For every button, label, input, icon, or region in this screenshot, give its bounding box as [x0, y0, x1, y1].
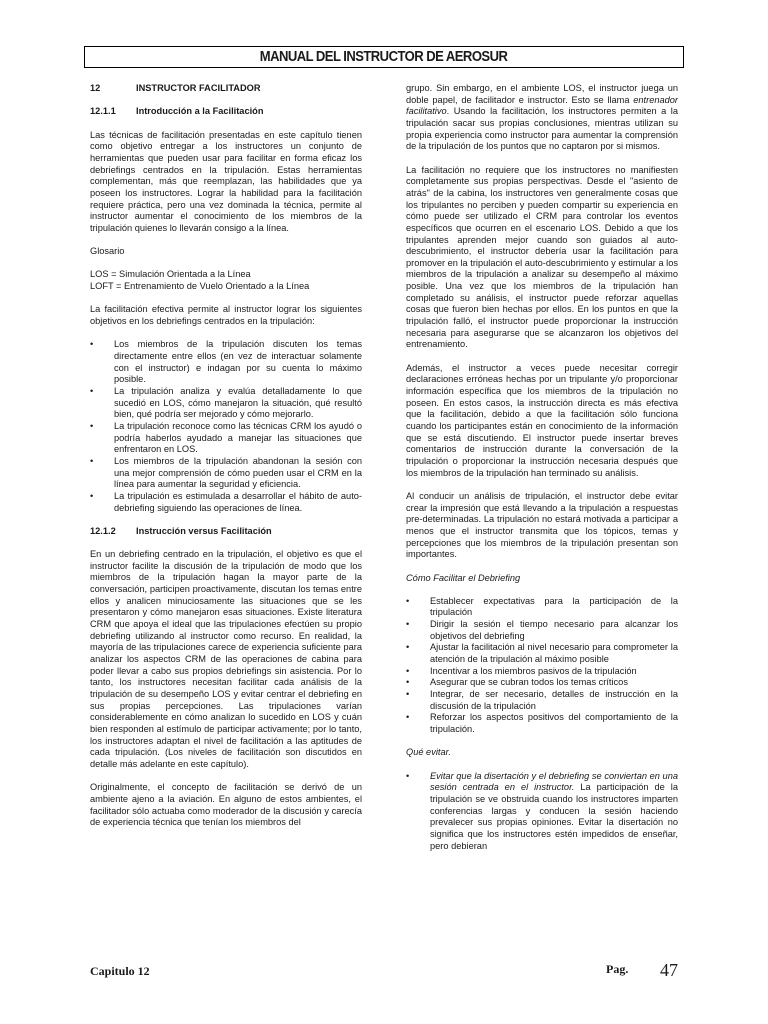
section-number: 12.1.1 — [90, 106, 116, 117]
paragraph: Además, el instructor a veces puede necesitar corregir declaraciones erróneas hechas por un tripulante y/o proporcionar información específica que los miembros de la tripulación no poseen. En estos casos, la instrucción directa es más efectiva que la facilitación, debido a que la facilitación sólo funciona cuando los participantes están en conocimiento de la información que se está discutiendo. El instructor puede insertar breves comentarios de instrucción durante la conversación de la tripulación o proporcionar la instrucción necesaria después que los miembros de la tripulación han terminado su análisis. — [406, 362, 678, 478]
paragraph: En un debriefing centrado en la tripulación, el objetivo es que el instructor facilite la discusión de la tripulación de modo que los miembros de la tripulación hagan la mayor parte de la conversación, participen proactivamente, discutan los temas entre ellos y analicen minuciosamente las situaciones que se les presentaron y cómo manejaron esas situaciones. Existe literatura CRM que apoya el ideal que las tripulaciones efectúen su propio debriefing utilizando al instructor como recurso. En realidad, la mayoría de las tripulaciones carece de experiencia suficiente para analizar los aspectos CRM de las operaciones de cabina para poder llevar a cabo sus propios debriefings sin asistencia. Por lo tanto, los instructores necesitan facilitar cada análisis de la tripulación de su desempeño LOS y evitar centrar el debriefing en sus propias percepciones. Las tripulaciones varían considerablemente en cómo analizan lo sucedido en LOS y cuán bien responden al estímulo de participar activamente; por lo tanto, los instructores adaptan el nivel de facilitación a las aptitudes de cada tripulación. (Los niveles de facilitación son discutidos en detalle más adelante en este capítulo). — [90, 549, 362, 769]
text-run: . Usando la facilitación, los instructores permiten a la tripulación sacar sus propias conclusiones, mientras utilizan su propia experiencia como instructor para aumentar la comprensión de la tripulación de los puntos que no captaron por si mismos. — [406, 106, 678, 152]
list-item: • Dirigir la sesión el tiempo necesario para alcanzar los objetivos del debriefing — [406, 619, 678, 642]
paragraph: Originalmente, el concepto de facilitación se derivó de un ambiente ajeno a la aviación. En alguno de estos ambientes, el facilitador sólo actuaba como moderador de la discusión y carecía de experiencia técnica que tenían los miembros del — [90, 782, 362, 828]
glossary-heading: Glosario — [90, 246, 125, 257]
objectives-list — [90, 339, 362, 514]
glossary-list — [90, 269, 362, 292]
footer-chapter: Capitulo 12 — [90, 964, 150, 978]
manual-title: MANUAL DEL INSTRUCTOR DE AEROSUR — [260, 49, 508, 65]
list-item: • Ajustar la facilitación al nivel necesario para comprometer la atención de la tripulación al máximo posible — [406, 642, 678, 665]
list-item: • Integrar, de ser necesario, detalles de instrucción en la discusión de la tripulación — [406, 689, 678, 712]
list-item: • Incentivar a los miembros pasivos de la tripulación — [406, 666, 678, 678]
avoid-list — [406, 771, 678, 853]
emphasis-text: Evitar que la disertación y el debriefing se conviertan en una sesión centrada en el instructor. — [430, 770, 678, 793]
list-item: • Los miembros de la tripulación discuten los temas directamente entre ellos (en vez de interactuar solamente con el instructor) e indagan por su cuenta lo máximo posible. — [90, 339, 362, 386]
section-title: Instrucción versus Facilitación — [136, 525, 272, 536]
list-item: • La tripulación es estimulada a desarrollar el hábito de auto-debriefing siguiendo las operaciones de línea. — [90, 491, 362, 514]
left-column — [90, 83, 362, 841]
list-item: • Reforzar los aspectos positivos del comportamiento de la tripulación. — [406, 712, 678, 735]
text-run: grupo. Sin embargo, en el ambiente LOS, el instructor juega un doble papel, de facilitador e instructor. Esto se llama — [406, 83, 678, 105]
right-column — [406, 83, 678, 864]
footer-page-number: 47 — [660, 960, 678, 980]
section-number: 12.1.2 — [90, 525, 116, 536]
subheading-que-evitar: Qué evitar. — [406, 747, 451, 758]
glossary-entry-los: LOS = Simulación Orientada a la Línea — [90, 269, 251, 280]
text-run: La participación de la tripulación se ve obstruida cuando los instructores imparten conferencias largas y conducen la sesión haciendo prevalecer sus propias opiniones. Evitar la disertación no significa que los instructores estén impedidos de enseñar, pero debieran — [430, 782, 678, 851]
list-item: • Establecer expectativas para la participación de la tripulación — [406, 596, 678, 619]
list-item: • Asegurar que se cubran todos los temas críticos — [406, 677, 678, 689]
list-item: • Los miembros de la tripulación abandonan la sesión con una mejor comprensión de cómo pueden usar el CRM en la línea para aumentar la seguridad y eficiencia. — [90, 456, 362, 491]
glossary-entry-loft: LOFT = Entrenamiento de Vuelo Orientado a la Línea — [90, 281, 310, 292]
list-item: • La tripulación reconoce como las técnicas CRM los ayudó o podría haberlos ayudado a manejar las situaciones que enfrentaron en LOS. — [90, 421, 362, 456]
page-header — [84, 46, 684, 68]
section-heading-12 — [90, 83, 362, 95]
paragraph: La facilitación efectiva permite al instructor lograr los siguientes objetivos en los debriefings centrados en la tripulación: — [90, 304, 362, 327]
paragraph — [406, 83, 678, 153]
paragraph: Al conducir un análisis de tripulación, el instructor debe evitar crear la impresión que está llevando a la tripulación a respuestas pre-determinadas. La tripulación no estará motivada a participar a menos que el instructor transmita que los tópicos, temas y percepciones que los miembros de la tripulación presentan son importantes. — [406, 490, 678, 560]
paragraph: Las técnicas de facilitación presentadas en este capítulo tienen como objetivo entregar a los instructores un conjunto de herramientas que pueden usar para facilitar en forma eficaz los debriefings centrados en la tripulación. Estas herramientas complementan, más que reemplazan, las habilidades que ya poseen los instructores. Lograr la habilidad para la facilitación requiere práctica, pero una vez dominada la técnica, permite al instructor aumentar el conocimiento de los miembros de la tripulación quienes lo llevarán consigo a la línea. — [90, 129, 362, 233]
footer-page-label: Pag. — [606, 962, 629, 976]
emphasis-term: entrenador facilitativo — [406, 94, 678, 117]
section-heading-12-1-2 — [90, 526, 362, 538]
paragraph: La facilitación no requiere que los instructores no manifiesten completamente sus propias perspectivas. Desde el "asiento de atrás" de la cabina, los instructores ven generalmente cosas que los tripulantes no perciben y pueden compartir su experiencia en cómo puede ser utilizado el CRM para controlar los eventos específicos que ocurren en el escenario LOS. Debido a que los tripulantes aprenden mejor cuando son guiados al auto-descubrimiento, el instructor debería usar la facilitación para promover en la tripulación el auto-descubrimiento y estimular a los miembros de la tripulación a analizar su desempeño al máximo posible. Una vez que los miembros de la tripulación han completado su análisis, el instructor puede reforzar aquellas cosas que fueron bien hechas por ellos. En los puntos en que la tripulación falló, el instructor puede proporcionar la instrucción necesaria para asegurarse que se alcanzaron los objetivos del entrenamiento. — [406, 164, 678, 350]
section-title: INSTRUCTOR FACILITADOR — [136, 83, 261, 93]
section-number: 12 — [90, 83, 101, 93]
list-item — [406, 771, 678, 853]
list-item: • La tripulación analiza y evalúa detalladamente lo que sucedió en LOS, cómo manejaron la situación, qué resultó bien, qué podría ser mejorado y cómo mejorarlo. — [90, 386, 362, 421]
section-heading-12-1-1 — [90, 106, 362, 118]
facilitation-list — [406, 596, 678, 736]
section-title: Introducción a la Facilitación — [136, 106, 264, 117]
subheading-como-facilitar: Cómo Facilitar el Debriefing — [406, 572, 521, 583]
